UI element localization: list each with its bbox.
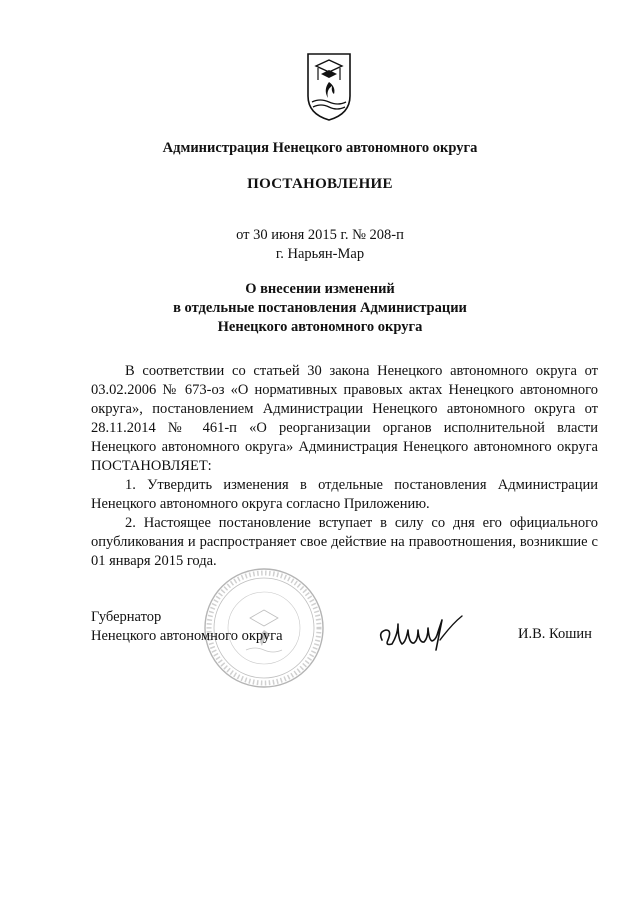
place: г. Нарьян-Мар — [275, 246, 365, 262]
coat-of-arms-icon — [304, 52, 354, 122]
subject-line-3: Ненецкого автономного округа — [217, 319, 423, 335]
preamble-paragraph: В соответствии со статьей 30 закона Ненецкого автономного округа от 03.02.2006 № 673-оз «О нормативных правовых актах Ненецкого автономного округа», постановлением Администрации Ненецкого автономного округа от 28.11.2014 № 461-п «О реорганизации органов исполнительной власти Ненецкого автономного округа» Администрация Ненецкого автономного округа ПОСТАНОВЛЯЕТ: — [91, 363, 598, 474]
date-and-number: от 30 июня 2015 г. № 208-п — [236, 227, 404, 243]
signatory-position: Губернатор — [91, 609, 162, 625]
subject-line-2: в отдельные постановления Администрации — [173, 300, 467, 316]
signatory-organization: Ненецкого автономного округа — [91, 628, 283, 644]
document-meta — [0, 226, 640, 264]
subject-line-1: О внесении изменений — [245, 281, 395, 297]
signatory-name: И.В. Кошин — [518, 626, 592, 642]
document-body — [91, 362, 598, 571]
signatory-title — [91, 608, 283, 646]
document-subject — [0, 280, 640, 337]
document-type: ПОСТАНОВЛЕНИЕ — [247, 176, 393, 192]
handwritten-signature-icon — [376, 610, 466, 654]
clause-1: 1. Утвердить изменения в отдельные постановления Администрации Ненецкого автономного округа согласно Приложению. — [91, 477, 598, 512]
clause-2: 2. Настоящее постановление вступает в силу со дня его официального опубликования и распространяет свое действие на правоотношения, возникшие с 01 января 2015 года. — [91, 515, 598, 569]
organization-name: Администрация Ненецкого автономного округа — [162, 140, 478, 156]
